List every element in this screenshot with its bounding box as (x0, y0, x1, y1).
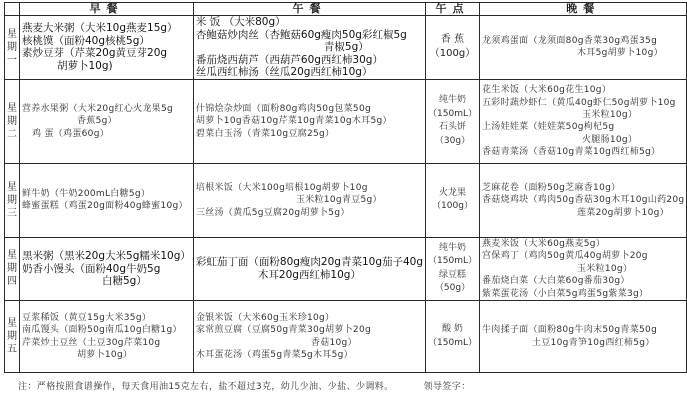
dinner-cell (479, 163, 686, 237)
menu-row-wednesday (5, 163, 687, 237)
day-char: 星 (7, 318, 17, 329)
menu-line: 牛肉揉子面（面粉80g牛肉末50g青菜50g (481, 325, 658, 336)
menu-line: 宫保鸡丁（鸡肉50g黄瓜40g胡萝卜20g (481, 251, 648, 262)
snack-header: 午点 (426, 3, 480, 16)
menu-line: 胡萝卜10g） (77, 349, 133, 360)
menu-line: （50g） (434, 283, 471, 294)
menu-line: 玉米粒10g青豆5g） (295, 195, 382, 206)
weekly-menu-table (4, 2, 687, 373)
dinner-cell (479, 237, 686, 300)
menu-line: 番茄烧白菜（大白菜60g番茄30g） (481, 276, 630, 287)
menu-line: 火龙果 (438, 187, 466, 198)
menu-line: 番茄烧西葫芦（西葫芦60g西红柿30g） (195, 53, 383, 66)
menu-line: 碧菜白玉汤（青菜10g豆腐25g） (195, 128, 335, 139)
day-char: 期 (7, 331, 17, 342)
breakfast-cell (20, 237, 194, 300)
day-label (5, 301, 20, 373)
day-char: 期 (7, 41, 17, 53)
menu-line: 花生米饭（大米60g花生10g） (481, 85, 612, 96)
lunch-header: 午餐 (193, 3, 425, 16)
menu-row-monday (5, 16, 687, 80)
menu-row-tuesday (5, 79, 687, 163)
menu-line: 香蕉5g） (77, 116, 117, 127)
menu-line: 五彩时蔬炒虾仁（黄瓜40g虾仁50g胡萝卜10g (481, 97, 676, 108)
menu-line: 三丝汤（黄瓜5g豆腐20g胡萝卜5g） (195, 207, 350, 218)
menu-line: 木耳蛋花汤（鸡蛋5g青菜5g木耳5g） (195, 349, 353, 360)
menu-line: 蜂蜜蛋糕（鸡蛋20g面粉40g蜂蜜10g） (22, 201, 188, 212)
menu-line: （150mL） (428, 337, 477, 348)
day-char: 期 (7, 194, 17, 206)
snack-cell (426, 16, 480, 80)
menu-line: 豆浆稀饭（黄豆15g大米35g） (22, 312, 152, 323)
menu-line: 培根米饭（大米100g培根10g胡萝卜10g (195, 182, 368, 193)
menu-line: 玉米粒10g） (581, 110, 638, 121)
menu-line: 芹菜炒土豆丝（土豆30g芹菜10g (22, 337, 161, 348)
lunch-cell (193, 301, 425, 373)
menu-line: 酸 奶 (442, 324, 463, 334)
dinner-header: 晚餐 (479, 3, 686, 16)
breakfast-cell (20, 301, 194, 373)
menu-line: 香菇10g） (310, 337, 357, 348)
snack-cell (426, 79, 480, 163)
menu-line: 丝瓜西红柿汤（丝瓜20g西红柿10g） (195, 66, 373, 79)
menu-line: 胡萝卜10g) (57, 60, 113, 73)
menu-line: 香菇青菜汤（香菇10g青菜10g西红柿5g） (481, 147, 661, 158)
day-char: 期 (7, 115, 17, 127)
day-char: 三 (7, 207, 17, 219)
menu-line: 木耳5g胡萝卜10g） (576, 48, 663, 59)
footnote (18, 379, 471, 392)
breakfast-header: 早餐 (20, 3, 194, 16)
signature-label: 领导签字： (423, 382, 471, 392)
menu-line: 纯牛奶 (438, 95, 466, 106)
menu-line: 杏鲍菇炒肉丝（杏鲍菇60g瘦肉50g彩红椒5g (195, 28, 407, 41)
menu-line: （30g） (434, 135, 471, 146)
menu-line: （150mL） (428, 108, 477, 119)
menu-line: （100g） (432, 201, 473, 212)
day-char: 星 (7, 102, 17, 114)
day-label (5, 16, 20, 80)
menu-line: 土豆10g青笋10g西红柿5g） (531, 337, 655, 348)
menu-line: 胡萝卜10g香菇10g芹菜10g青菜10g木耳5g） (195, 116, 392, 127)
menu-row-thursday (5, 237, 687, 300)
day-char: 二 (7, 128, 17, 140)
snack-cell (426, 163, 480, 237)
menu-line: 芝麻花卷（面粉50g芝麻香10g） (481, 182, 621, 193)
menu-line: 营养水果粥（大米20g红心火龙果5g (22, 103, 174, 114)
menu-line: 奶香小馒头（面粉40g牛奶5g (22, 262, 161, 275)
menu-line: 木耳20g西红柿10g） (257, 268, 361, 281)
menu-line: 彩虹茄丁面（面粉80g瘦肉20g青菜10g茄子40g (195, 256, 424, 269)
day-label (5, 163, 20, 237)
menu-line: 素炒豆芽（芹菜20g黄豆芽20g (22, 47, 168, 60)
breakfast-cell (20, 16, 194, 80)
breakfast-cell (20, 79, 194, 163)
day-char: 星 (7, 250, 17, 262)
dinner-cell (479, 79, 686, 163)
menu-line: 龙须鸡蛋面（龙须面80g香菜30g鸡蛋35g (481, 36, 658, 47)
menu-line: 什锦烩杂炒面（面粉80g鸡肉50g包菜50g (195, 103, 372, 114)
menu-line: 香菇烧鸡块（鸡肉50g香菇30g木耳10g山药20g (481, 195, 685, 206)
menu-line: 香 蕉 (440, 34, 465, 46)
menu-line: 核桃馍（面粉40g核桃5g） (22, 34, 150, 47)
day-char: 星 (7, 28, 17, 40)
menu-line: 家常煎豆腐（豆腐50g青菜30g胡萝卜20g (195, 325, 372, 336)
menu-line: 米 饭 （大米80g） (195, 16, 286, 28)
menu-line: （150mL） (428, 256, 477, 267)
header-row (5, 3, 687, 16)
menu-row-friday (5, 301, 687, 373)
day-char: 星 (7, 181, 17, 193)
lunch-cell (193, 16, 425, 80)
day-char: 五 (7, 344, 17, 355)
menu-line: 黑米粥（黑米20g大米5g糯米10g） (22, 250, 191, 263)
menu-line: 绿豆糕 (438, 269, 466, 280)
menu-line: 石头饼 (438, 122, 466, 133)
menu-line: 燕麦米饭（大米60g燕麦5g） (481, 238, 606, 249)
lunch-cell (193, 237, 425, 300)
dinner-cell (479, 301, 686, 373)
day-label (5, 237, 20, 300)
menu-line: 上汤娃娃菜（娃娃菜50g枸杞5g (481, 122, 615, 133)
menu-line: 火腿肠10g） (581, 134, 638, 145)
menu-line: 青椒5g） (323, 41, 369, 54)
menu-line: （100g） (429, 48, 476, 60)
menu-line: 鸡 蛋（鸡蛋60g） (32, 128, 110, 139)
menu-line: 南瓜馒头（面粉50g南瓜10g白糖1g） (22, 325, 182, 336)
menu-line: 玉米粒10g） (576, 263, 633, 274)
day-char: 四 (7, 276, 17, 288)
menu-line: 燕麦大米粥（大米10g燕麦15g） (22, 22, 178, 35)
menu-line: 紫菜蛋花汤（小白菜5g鸡蛋5g紫菜3g） (481, 288, 649, 299)
note-text: 注：严格按照食谱操作，每天食用油15克左右，盐不超过3克，幼儿少油、少盐、少调料。 (18, 382, 394, 392)
day-header (5, 3, 20, 16)
menu-line: 纯牛奶 (438, 242, 466, 253)
snack-cell (426, 301, 480, 373)
dinner-cell (479, 16, 686, 80)
menu-line: 莲菜20g胡萝卜10g） (576, 207, 669, 218)
day-char: 一 (7, 54, 17, 66)
snack-cell (426, 237, 480, 300)
day-label (5, 79, 20, 163)
day-char: 期 (7, 263, 17, 275)
menu-line: 金银米饭（大米60g玉米珍10g） (195, 312, 335, 323)
lunch-cell (193, 163, 425, 237)
menu-line: 鲜牛奶（牛奶200mL白糖5g） (22, 189, 151, 200)
breakfast-cell (20, 163, 194, 237)
lunch-cell (193, 79, 425, 163)
menu-line: 白糖5g） (102, 275, 147, 288)
